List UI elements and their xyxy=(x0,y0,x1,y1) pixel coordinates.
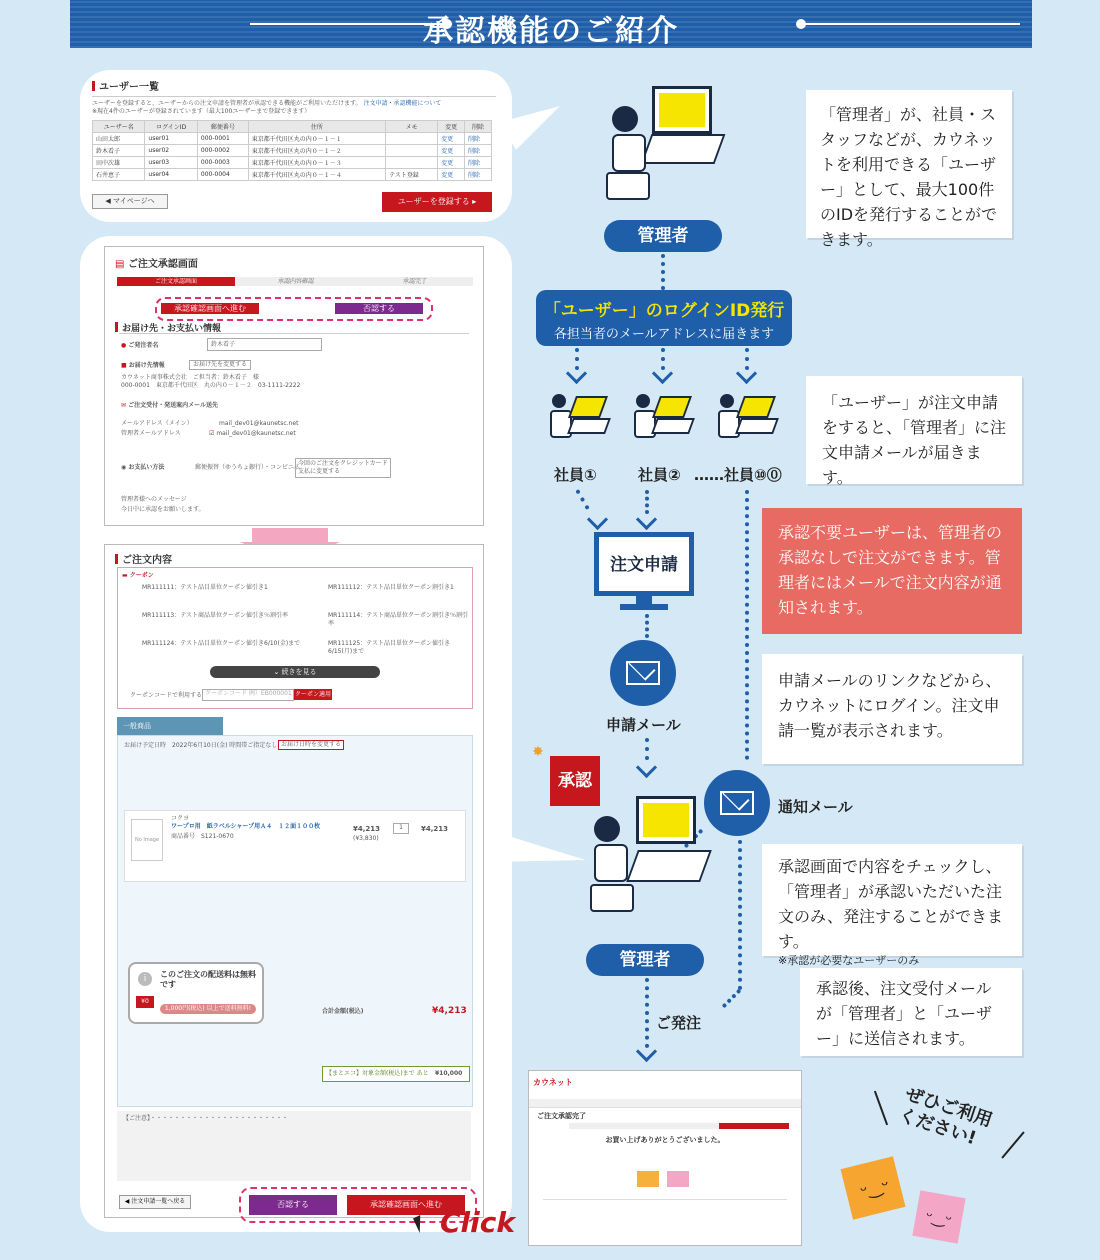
table-row: 石井恵子 user04 000-0004 東京都千代田区丸の内０－１－４ テスト登録 変更 削除 xyxy=(93,169,492,181)
monitor-icon xyxy=(652,86,712,134)
id-issue-sub: 各担当者のメールアドレスに届きます xyxy=(553,327,775,342)
mail-main-value: mail_dev01@kaunetsc.net xyxy=(219,420,299,427)
request-mail-label: 申請メール xyxy=(606,716,681,734)
item-price: ¥4,213 xyxy=(353,825,381,833)
completion-nav xyxy=(529,1099,801,1108)
admin-badge-top: 管理者 xyxy=(604,220,722,252)
flow-line xyxy=(738,840,742,990)
approval-screen xyxy=(104,246,484,526)
delivery-date: お届け予定日時 2022年6月10日(金) 時間帯ご指定なし xyxy=(124,742,278,749)
admin-illustration xyxy=(602,86,722,206)
step-2: 承認内容確認 xyxy=(277,278,314,285)
id-issue-box xyxy=(536,290,792,346)
no-image-placeholder: No Image xyxy=(131,819,163,861)
order-content-screen xyxy=(104,544,484,1218)
info-icon: i xyxy=(138,972,152,986)
item-price-ex: (¥3,830) xyxy=(353,835,379,842)
truck-icon: ¥0 xyxy=(136,996,154,1008)
item-name-link[interactable]: ワープロ用 紙ラベルシャープ用Ａ４ １２面１００枚 xyxy=(171,823,321,830)
completion-title: ご注文承認完了 xyxy=(537,1112,586,1120)
order-request-monitor xyxy=(594,532,694,596)
checkbox-icon[interactable]: ☑ xyxy=(209,430,215,437)
completion-thanks: お買い上げありがとうございました。 xyxy=(605,1136,725,1144)
approval-badge: 承認 xyxy=(550,756,600,806)
table-row: 鈴木看子 user02 000-0002 東京都千代田区丸の内０－１－２ 変更 削除 xyxy=(93,145,492,157)
free-shipping-box xyxy=(128,962,264,1024)
help-link[interactable]: 注文申請・承認機能について xyxy=(363,100,442,107)
chevron-down-icon xyxy=(636,1041,657,1062)
shipping-section-title: お届け先・お支払い情報 xyxy=(115,321,221,334)
person-head-icon xyxy=(612,106,638,132)
flow-line xyxy=(575,489,589,510)
flow-line xyxy=(645,614,649,638)
user-list-screen xyxy=(92,76,496,216)
coupon-item[interactable]: MR111113：テスト商品単位クーポン値引き％割引率 xyxy=(142,612,289,619)
mail-label: ✉ ご注文受付・発送案内メール送先 xyxy=(121,402,219,409)
orderer-input[interactable]: 鈴木看子 xyxy=(207,338,322,351)
item-subtotal: ¥4,213 xyxy=(421,825,449,833)
delete-link[interactable]: 削除 xyxy=(465,133,492,145)
approval-screen-title: ▤ ご注文承認画面 xyxy=(115,259,198,270)
user-list-title: ユーザー一覧 xyxy=(92,78,496,93)
register-user-button[interactable]: ユーザーを登録する ▸ xyxy=(382,192,492,212)
notes-box: 【ご注意】・・・・・・・・・・・・・・・・・・・・・・・ xyxy=(117,1111,471,1181)
staff-label-2: 社員② xyxy=(638,466,681,484)
coupon-item[interactable]: MR111124：テスト品目単位クーポン値引き6/10(金)まで xyxy=(142,640,301,647)
completion-steps xyxy=(569,1123,789,1129)
staff-illustration-2 xyxy=(630,390,694,454)
note-4: 申請メールのリンクなどから、カウネットにログイン。注文申請一覧が表示されます。 xyxy=(762,654,1022,764)
table-header-row: ユーザー名 ログインID 郵便番号 住所 メモ 変更 削除 xyxy=(93,121,492,133)
delete-link[interactable]: 削除 xyxy=(465,145,492,157)
table-row: 田中次雄 user03 000-0003 東京都千代田区丸の内０－１－３ 変更 削除 xyxy=(93,157,492,169)
user-list-note: ※現在4件のユーザーが登録されています（最大100ユーザーまで登録できます） xyxy=(92,108,311,115)
total-label: 合計金額(税込) xyxy=(322,1008,364,1015)
note-2: 「ユーザー」が注文申請をすると、「管理者」に注文申請メールが届きます。 xyxy=(806,376,1022,484)
person-head-icon xyxy=(594,816,620,842)
document-icon: ▤ xyxy=(115,259,125,270)
delivery-company: カウネット商事株式会社 ご担当者：鈴木看子 様 xyxy=(121,374,259,381)
edit-link[interactable]: 変更 xyxy=(438,133,465,145)
chair-icon xyxy=(606,172,650,200)
mail-admin-value: ☑ mail_dev01@kaunetsc.net xyxy=(209,430,296,437)
page-title: 承認機能のご紹介 xyxy=(423,14,679,49)
message-label: 管理者様へのメッセージ xyxy=(121,496,187,503)
order-request-label: 注文申請 xyxy=(610,555,678,575)
coupon-item[interactable]: MR111111：テスト品目単位クーポン値引き1 xyxy=(142,584,268,591)
completion-screen xyxy=(528,1070,802,1246)
desk-icon xyxy=(626,850,712,882)
delivery-label: ■ お届け先情報 xyxy=(121,362,165,369)
delete-link[interactable]: 削除 xyxy=(465,169,492,181)
staff-illustration-1 xyxy=(546,390,610,454)
quantity-input[interactable]: 1 xyxy=(393,823,409,834)
request-mail-icon xyxy=(610,640,676,706)
item-brand: コクヨ xyxy=(171,815,190,822)
general-tab[interactable]: 一般商品 xyxy=(117,717,223,735)
user-list-description: ユーザーを登録すると、ユーザーからの注文申請を管理者が承認できる機能がご利用いただけます。 注文申請・承認機能について xyxy=(92,100,442,107)
ecology-box xyxy=(322,1066,470,1082)
order-content-title: ご注文内容 xyxy=(115,551,172,566)
id-issue-title: 「ユーザー」のログインID発行 xyxy=(543,301,785,321)
person-body-icon xyxy=(612,134,646,172)
notify-mail-icon xyxy=(704,770,770,836)
edit-link[interactable]: 変更 xyxy=(438,157,465,169)
message-value: 今日中に承認をお願いします。 xyxy=(121,506,205,513)
chevron-down-icon xyxy=(736,363,757,384)
table-row: 山田太郎 user01 000-0001 東京都千代田区丸の内０－１－１ 変更 削除 xyxy=(93,133,492,145)
note-6: 承認後、注文受付メールが「管理者」と「ユーザー」に送信されます。 xyxy=(800,968,1022,1056)
admin-illustration-bottom xyxy=(588,790,708,930)
flow-line-notify xyxy=(745,490,749,760)
payment-label: ◉ お支払い方法 xyxy=(121,464,165,471)
burst-icon: ✸ xyxy=(532,744,544,760)
item-code: 商品番号 S121-0670 xyxy=(171,833,234,840)
delivery-address: 000-0001 東京都千代田区 丸の内０－１－２ 03-1111-2222 xyxy=(121,382,301,389)
proceed-button[interactable]: 承認確認画面へ進む xyxy=(347,1195,465,1215)
coupon-label: ▬ クーポン xyxy=(122,572,154,579)
staff-label-3: ……社員⑩⓪ xyxy=(694,466,782,484)
person-icon: ● xyxy=(121,342,127,349)
edit-link[interactable]: 変更 xyxy=(438,169,465,181)
back-to-list-button[interactable]: ◀ 注文申請一覧へ戻る xyxy=(119,1195,191,1209)
note-3: 承認不要ユーザーは、管理者の承認なしで注文ができます。管理者にはメールで注文内容が通知されます。 xyxy=(762,508,1022,634)
orderer-label: ● ご発注者名 xyxy=(121,342,159,349)
chevron-down-icon xyxy=(587,509,608,530)
monitor-icon xyxy=(636,796,696,844)
click-label: Click xyxy=(440,1206,515,1239)
flow-line xyxy=(722,989,742,1009)
delete-link[interactable]: 削除 xyxy=(465,157,492,169)
completion-details xyxy=(543,1199,787,1240)
coupon-code-label: クーポンコードで利用する xyxy=(130,692,203,699)
delivery-date-button[interactable]: お届け日時を変更する xyxy=(278,740,344,750)
note-1: 「管理者」が、社員・スタッフなどが、カウネットを利用できる「ユーザー」として、最大100件のIDを発行することができます。 xyxy=(806,90,1012,238)
reject-button[interactable]: 否認する xyxy=(249,1195,337,1215)
admin-badge-bottom: 管理者 xyxy=(586,944,704,976)
chair-icon xyxy=(590,884,634,912)
step-3: 承認完了 xyxy=(402,278,427,285)
free-shipping-note: 1,000円(税込) 以上で送料無料! xyxy=(160,1004,256,1014)
shipping-info xyxy=(119,333,469,520)
payment-value: 郵便振替（ゆうちょ銀行）・コンビニ払 xyxy=(195,464,301,471)
mascot-orange: ᵕ‿ᵕ xyxy=(841,1156,906,1220)
desk-icon xyxy=(641,134,726,164)
home-icon: ■ xyxy=(121,362,127,369)
user-table xyxy=(92,120,492,181)
flow-line xyxy=(645,978,649,1048)
item-row xyxy=(124,810,466,882)
mascot-pink: ᵕ‿ᵕ xyxy=(912,1190,965,1243)
step-1: ご注文承認画面 xyxy=(117,277,235,286)
radio-icon: ◉ xyxy=(121,464,127,471)
coupon-box xyxy=(117,567,473,709)
coupon-item[interactable]: MR111114：テスト商品単位クーポン割引き％割引率 xyxy=(328,612,469,627)
ecology-value: ¥10,000 xyxy=(435,1070,463,1077)
general-items-box xyxy=(117,735,473,1107)
coupon-item[interactable]: MR111125：テスト品目単位クーポン値引き6/15(月)まで xyxy=(328,640,451,655)
staff-label-1: 社員① xyxy=(554,466,597,484)
header-banner xyxy=(70,0,1032,48)
mail-main-label: メールアドレス（メイン） xyxy=(121,420,193,427)
note-5: 承認画面で内容をチェックし、「管理者」が承認いただいた注文のみ、発注することができます。 ※承認が必要なユーザーのみ xyxy=(762,844,1022,956)
more-button[interactable]: ⌄ 続きを見る xyxy=(210,666,380,678)
order-label: ご発注 xyxy=(656,1014,702,1032)
free-shipping-title: このご注文の配送料は無料です xyxy=(160,970,256,989)
reject-button-top[interactable]: 否認する xyxy=(335,303,423,314)
chevron-down-icon xyxy=(636,509,657,530)
coupon-code-input[interactable]: クーポンコード 例）EB000001 xyxy=(202,689,294,701)
mail-icon: ✉ xyxy=(121,402,127,409)
mail-admin-label: 管理者メールアドレス xyxy=(121,430,181,437)
chevron-down-icon xyxy=(652,363,673,384)
ecology-label: 【まとエコ】対象金額(税込)まで あと xyxy=(326,1070,429,1077)
proceed-button-top[interactable]: 承認確認画面へ進む xyxy=(161,303,259,314)
edit-link[interactable]: 変更 xyxy=(438,145,465,157)
kaunet-logo: カウネット xyxy=(533,1078,573,1087)
chevron-down-icon xyxy=(636,757,657,778)
closing-message: ぜひご利用ください! xyxy=(895,1083,995,1150)
total-value: ¥4,213 xyxy=(432,1006,467,1016)
payment-change-button[interactable]: 今回のご注文をクレジットカード支払に変更する xyxy=(295,458,391,478)
person-body-icon xyxy=(594,844,628,882)
delivery-change-button[interactable]: お届け先を変更する xyxy=(189,360,251,370)
coupon-item[interactable]: MR111112：テスト品目単位クーポン割引き1 xyxy=(328,584,454,591)
mypage-button[interactable]: ◀ マイページへ xyxy=(92,194,168,209)
notify-mail-label: 通知メール xyxy=(778,798,853,816)
chevron-down-icon xyxy=(566,363,587,384)
coupon-apply-button[interactable]: クーポン適用 xyxy=(294,691,331,698)
pink-arrow-body xyxy=(252,528,328,542)
flow-line xyxy=(661,254,665,290)
step-bar xyxy=(117,277,473,286)
staff-illustration-3 xyxy=(714,390,778,454)
